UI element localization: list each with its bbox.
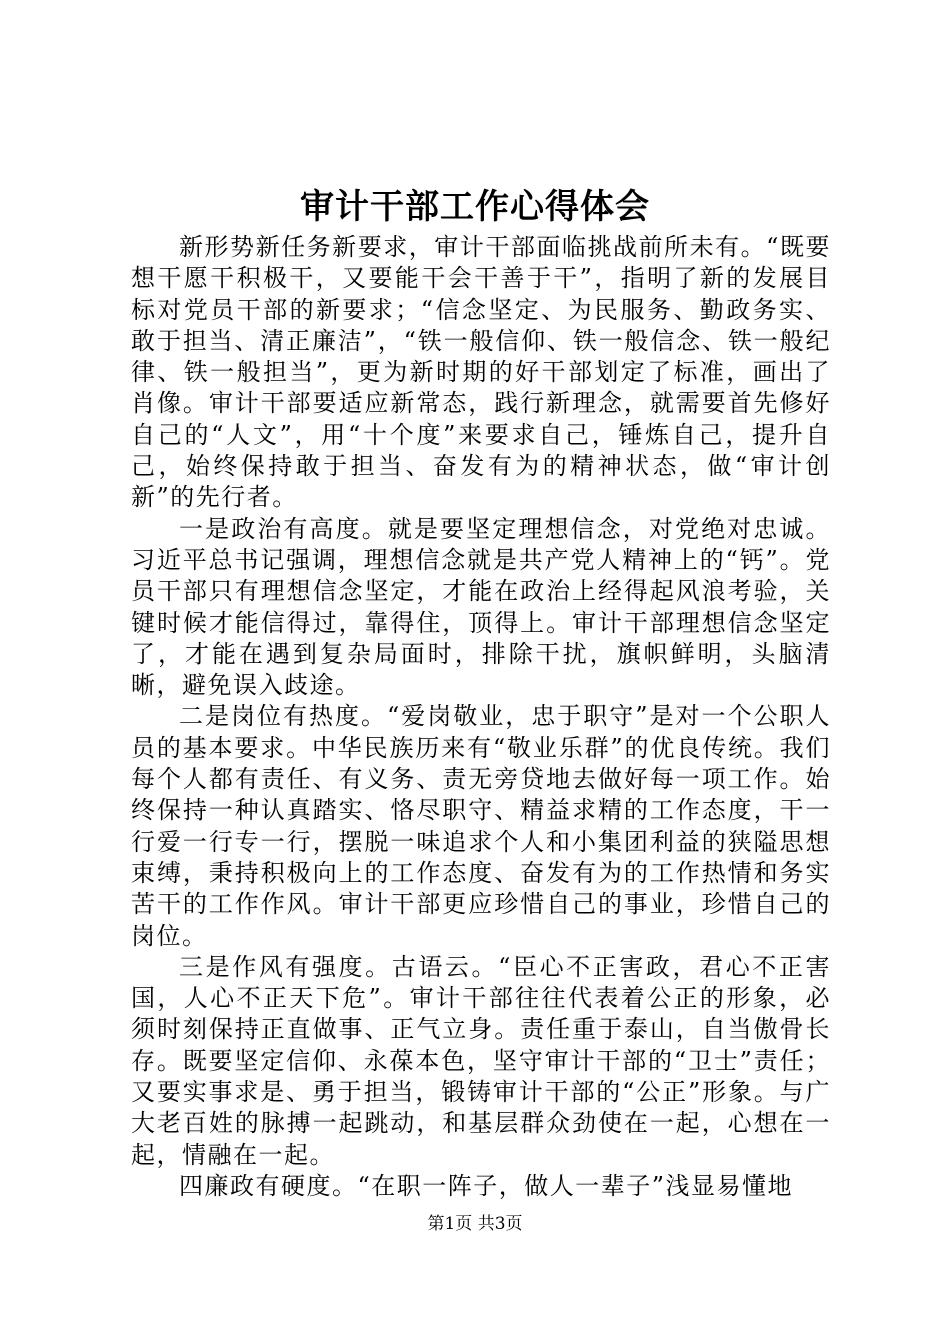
paragraph-post: 二是岗位有热度。“爱岗敬业，忠于职守”是对一个公职人员的基本要求。中华民族历来有“敬业乐群”的优良传统。我们每个人都有责任、有义务、责无旁贷地去做好每一项工作。始终保持一种认真踏实、恪尽职守、精益求精的工作态度，干一行爱一行专一行，摆脱一味追求个人和小集团利益的狭隘思想束缚，秉持积极向上的工作态度、奋发有为的工作热情和务实苦干的工作作风。审计干部更应珍惜自己的事业，珍惜自己的岗位。 (131, 702, 831, 950)
paragraph-integrity: 四廉政有硬度。“在职一阵子，做人一辈子”浅显易懂地 (179, 1171, 794, 1200)
paragraph-political: 一是政治有高度。就是要坚定理想信念，对党绝对忠诚。习近平总书记强调，理想信念就是共产党人精神上的“钙”。党员干部只有理想信念坚定，才能在政治上经得起风浪考验，关键时候才能信得过，靠得住，顶得上。审计干部理想信念坚定了，才能在遇到复杂局面时，排除干扰，旗帜鲜明，头脑清晰，避免误入歧途。 (131, 514, 831, 700)
document-body (131, 232, 831, 1202)
page-number-footer: 第1页 共3页 (427, 1214, 523, 1234)
paragraph-intro: 新形势新任务新要求，审计干部面临挑战前所未有。“既要想干愿干积极干，又要能干会干善于干”，指明了新的发展目标对党员干部的新要求；“信念坚定、为民服务、勤政务实、敢于担当、清正廉洁”，“铁一般信仰、铁一般信念、铁一般纪律、铁一般担当”，更为新时期的好干部划定了标准，画出了肖像。审计干部要适应新常态，践行新理念，就需要首先修好自己的“人文”，用“十个度”来要求自己，锤炼自己，提升自己，始终保持敢于担当、奋发有为的精神状态，做“审计创新”的先行者。 (131, 233, 831, 512)
document-title: 审计干部工作心得体会 (300, 187, 650, 227)
paragraph-style: 三是作风有强度。古语云。“臣心不正害政，君心不正害国，人心不正天下危”。审计干部往往代表着公正的形象，必须时刻保持正直做事、正气立身。责任重于泰山，自当傲骨长存。既要坚定信仰、永葆本色，坚守审计干部的“卫士”责任；又要实事求是、勇于担当，锻铸审计干部的“公正”形象。与广大老百姓的脉搏一起跳动，和基层群众劲使在一起，心想在一起，情融在一起。 (131, 952, 831, 1169)
